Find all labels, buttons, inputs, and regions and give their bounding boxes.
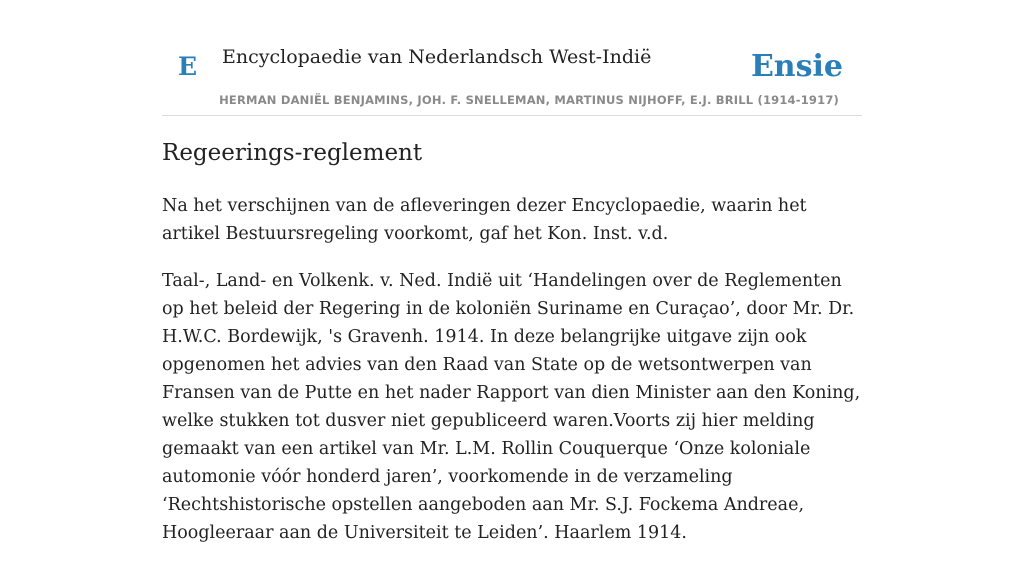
- authors-line: HERMAN DANIËL BENJAMINS, JOH. F. SNELLEMAN, MARTINUS NIJHOFF, E.J. BRILL (1914-1917): [219, 93, 839, 107]
- header: [162, 0, 862, 116]
- article-paragraph: Taal-, Land- en Volkenk. v. Ned. Indië uit ‘Handelingen over de Reglementen op het beleid der Regering in de koloniën Suriname en Curaçao’, door Mr. Dr. H.W.C. Bordewijk, 's Gravenh. 1914. In deze belangrijke uitgave zijn ook opgenomen het advies van den Raad van State op de wetsontwerpen van Fransen van de Putte en het nader Rapport van dien Minister aan den Koning, welke stukken tot dusver niet gepubliceerd waren.Voorts zij hier melding gemaakt van een artikel van Mr. L.M. Rollin Couquerque ‘Onze koloniale automonie vóór honderd jaren’, voorkomende in de verzameling ‘Rechtshistorische opstellen aangeboden aan Mr. S.J. Fockema Andreae, Hoogleeraar aan de Universiteit te Leiden’. Haarlem 1914.: [162, 271, 861, 543]
- article-body: [162, 192, 862, 566]
- article-paragraph: Na het verschijnen van de afleveringen dezer Encyclopaedie, waarin het artikel Bestuursregeling voorkomt, gaf het Kon. Inst. v.d.: [162, 196, 807, 244]
- article-title: Regeerings-reglement: [162, 140, 423, 166]
- brand-logo[interactable]: Ensie: [750, 49, 843, 84]
- page: [162, 0, 862, 543]
- logo-letter[interactable]: E: [178, 52, 198, 81]
- book-title-link[interactable]: Encyclopaedie van Nederlandsch West-Indië: [222, 46, 652, 68]
